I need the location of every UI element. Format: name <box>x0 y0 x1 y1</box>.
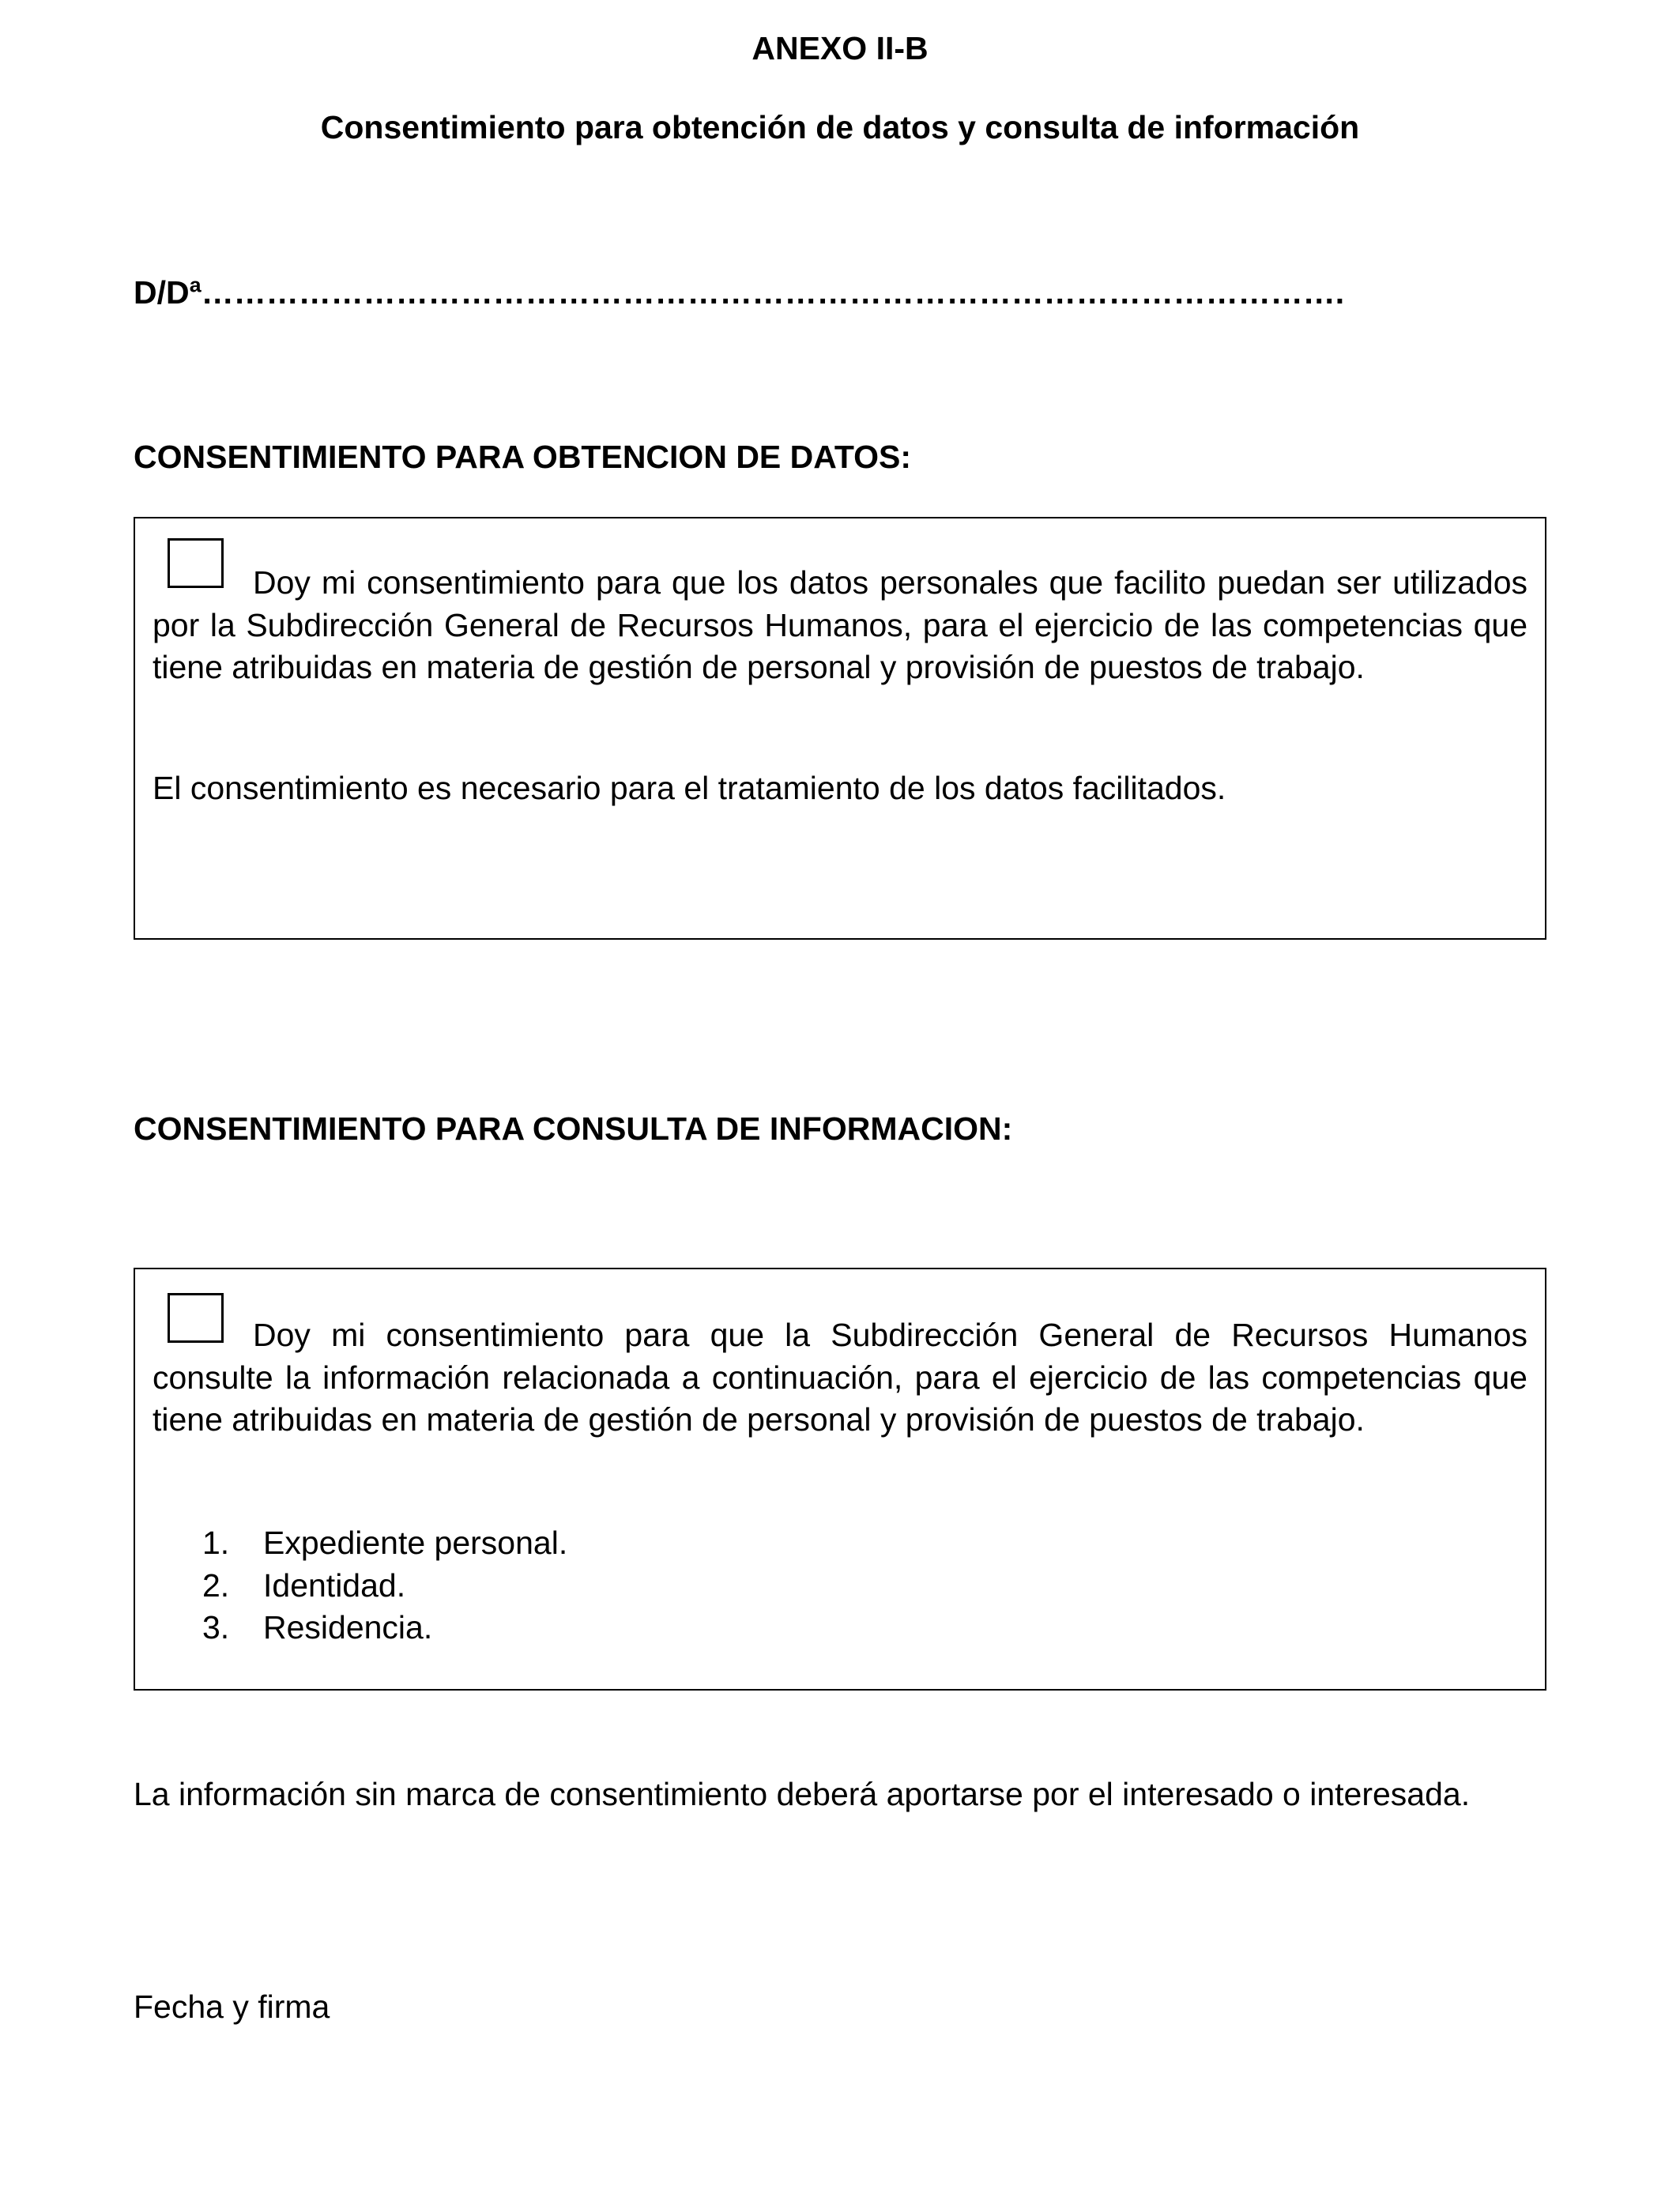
date-signature-label: Fecha y firma <box>134 1989 330 2025</box>
name-field[interactable]: D/Dª……………………………………………………………………………………………. <box>134 274 1345 311</box>
consent-note: El consentimiento es necesario para el tratamiento de los datos facilitados. <box>153 770 1226 806</box>
section-heading-consulta: CONSENTIMIENTO PARA CONSULTA DE INFORMACION: <box>134 1110 1013 1147</box>
consent-text-obtencion: Doy mi consentimiento para que los datos personales que facilito puedan ser utilizados por la Subdirección General de Recursos Humanos, para el ejercicio de las competencias que tiene atribuidas en materia de gestión de personal y provisión de puestos de trabajo. <box>153 564 1527 685</box>
list-item-text: Residencia. <box>263 1609 433 1646</box>
annex-title: ANEXO II-B <box>751 30 929 66</box>
list-item-text: Expediente personal. <box>263 1525 568 1561</box>
info-list <box>202 1522 567 1649</box>
list-item-number: 3. <box>202 1609 230 1646</box>
consent-box-obtencion <box>134 517 1546 940</box>
document-subtitle: Consentimiento para obtención de datos y consulta de información <box>320 109 1360 145</box>
list-item-number: 2. <box>202 1566 230 1604</box>
section-heading-obtencion: CONSENTIMIENTO PARA OBTENCION DE DATOS: <box>134 439 912 475</box>
list-item <box>202 1565 567 1608</box>
closing-text: La información sin marca de consentimiento deberá aportarse por el interesado o interesada. <box>134 1776 1471 1812</box>
list-item-text: Identidad. <box>263 1566 406 1604</box>
consent-text-consulta: Doy mi consentimiento para que la Subdirección General de Recursos Humanos consulte la información relacionada a continuación, para el ejercicio de las competencias que tiene atribuidas en materia de gestión de personal y provisión de puestos de trabajo. <box>153 1317 1527 1438</box>
list-item-number: 1. <box>202 1525 230 1561</box>
list-item <box>202 1522 567 1565</box>
list-item <box>202 1607 567 1649</box>
consent-box-consulta <box>134 1268 1546 1691</box>
